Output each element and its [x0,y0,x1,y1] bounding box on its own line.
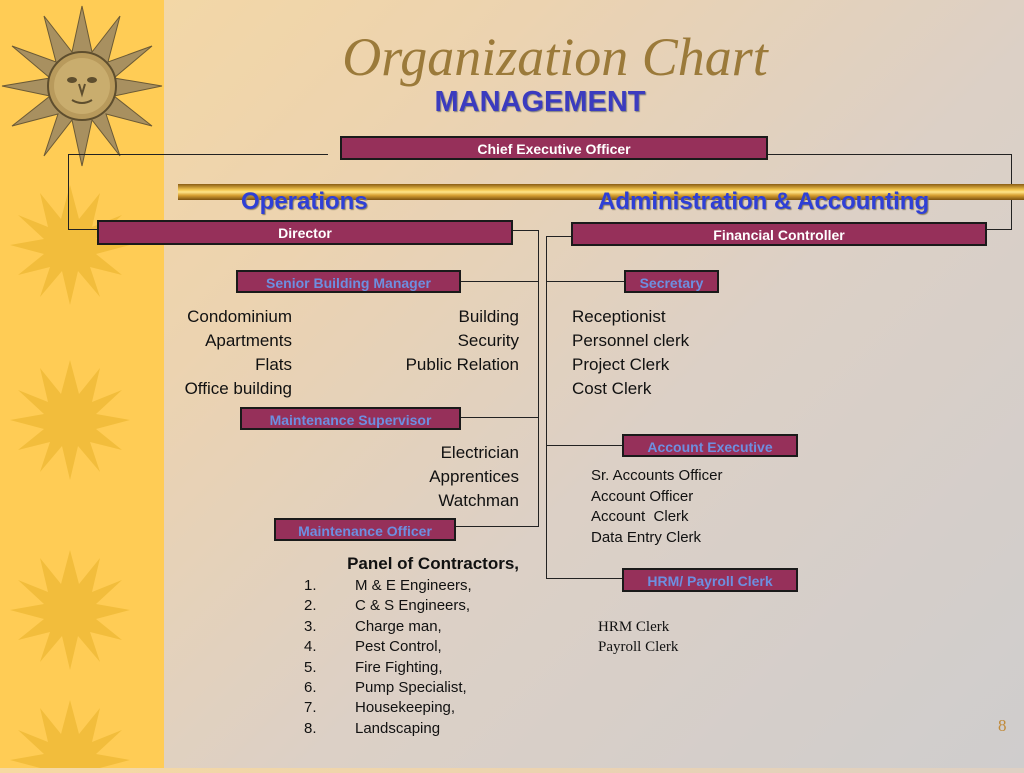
list-item: Payroll Clerk [598,639,679,655]
list-item: HRM Clerk [598,619,670,635]
list-item: 7. Housekeeping, [304,699,456,717]
account-executive-box: Account Executive [622,434,798,457]
list-item: Receptionist [572,307,666,326]
page-subtitle: MANAGEMENT [434,86,646,118]
page-number: 8 [998,716,1007,735]
list-item: Public Relation [405,355,519,374]
list-item: 1. M & E Engineers, [304,577,472,594]
list-item: Account Clerk [591,508,689,525]
ae-staff-list [591,466,722,548]
list-item: Office building [184,379,292,398]
hrm-payroll-clerk-box: HRM/ Payroll Clerk [622,568,798,592]
connector-line [512,230,538,231]
maintenance-supervisor-box: Maintenance Supervisor [240,407,461,430]
list-item: Flats [255,355,292,374]
sbm-property-list [140,305,292,401]
contractors-list [304,576,472,739]
list-item: 2. C & S Engineers, [304,597,471,615]
list-item: 8. Landscaping [304,719,441,737]
connector-line [546,236,547,579]
list-item: Cost Clerk [572,379,652,398]
sbm-service-list [360,305,519,377]
connector-line [766,154,1012,155]
senior-building-manager-box: Senior Building Manager [236,270,461,293]
connector-line [546,281,624,282]
connector-line [546,578,624,579]
panel-of-contractors-title: Panel of Contractors, [347,554,519,573]
connector-line [538,230,539,526]
connector-line [68,154,69,230]
section-administration: Administration & Accounting [598,188,930,215]
list-item: Data Entry Clerk [591,528,702,546]
list-item: Apprentices [429,467,519,486]
list-item: 5. Fire Fighting, [304,658,443,676]
list-item: Condominium [187,307,292,326]
list-item: Sr. Accounts Officer [591,467,723,484]
list-item: Security [457,331,519,350]
secretary-box: Secretary [624,270,719,293]
hrm-staff-list [598,617,678,657]
connector-line [546,445,624,446]
section-operations: Operations [241,188,368,215]
director-box: Director [97,220,513,245]
connector-line [986,229,1012,230]
list-item: Project Clerk [572,355,670,374]
list-item: Electrician [440,443,519,462]
ms-staff-list [380,441,519,513]
secretary-staff-list [572,305,689,401]
list-item: 4. Pest Control, [304,638,442,656]
list-item: Apartments [205,331,292,350]
ceo-box: Chief Executive Officer [340,136,768,160]
connector-line [460,417,538,418]
list-item: Account Officer [591,487,694,505]
connector-line [455,526,539,527]
page-title: Organization Chart [342,27,768,87]
connector-line [460,281,538,282]
list-item: Watchman [438,491,519,510]
connector-line [68,229,98,230]
maintenance-officer-box: Maintenance Officer [274,518,456,541]
list-item: 3. Charge man, [304,617,442,635]
connector-line [68,154,328,155]
list-item: Personnel clerk [572,331,690,350]
financial-controller-box: Financial Controller [571,222,987,246]
connector-line [546,236,572,237]
list-item: 6. Pump Specialist, [304,679,467,697]
list-item: Building [458,307,519,326]
